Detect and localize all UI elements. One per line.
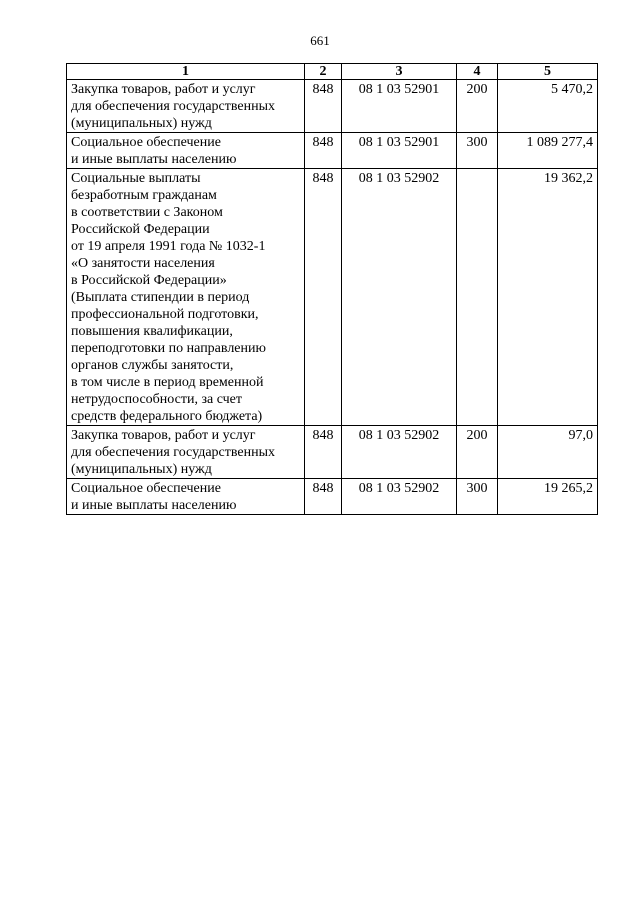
- row-ved: 848: [305, 169, 342, 426]
- row-vr: 300: [457, 479, 498, 515]
- row-ved: 848: [305, 133, 342, 169]
- budget-table: [66, 63, 598, 515]
- row-name: Закупка товаров, работ и услуг для обеспечения государственных (муниципальных) нужд: [67, 426, 305, 479]
- row-ved: 848: [305, 426, 342, 479]
- header-col-name: 1: [67, 64, 305, 80]
- row-vr: 300: [457, 133, 498, 169]
- row-name: Закупка товаров, работ и услуг для обеспечения государственных (муниципальных) нужд: [67, 80, 305, 133]
- table-row: [67, 426, 598, 479]
- row-csr: 08 1 03 52901: [342, 80, 457, 133]
- row-csr: 08 1 03 52902: [342, 169, 457, 426]
- row-name: Социальное обеспечение и иные выплаты населению: [67, 133, 305, 169]
- row-sum: 19 265,2: [498, 479, 598, 515]
- row-sum: 19 362,2: [498, 169, 598, 426]
- header-col-sum: 5: [498, 64, 598, 80]
- row-csr: 08 1 03 52901: [342, 133, 457, 169]
- table-row: [67, 169, 598, 426]
- table-row: [67, 479, 598, 515]
- row-ved: 848: [305, 80, 342, 133]
- row-vr: [457, 169, 498, 426]
- row-sum: 1 089 277,4: [498, 133, 598, 169]
- page-number: 661: [310, 33, 330, 48]
- header-col-ved: 2: [305, 64, 342, 80]
- table-header-row: [67, 64, 598, 80]
- header-col-vr: 4: [457, 64, 498, 80]
- row-vr: 200: [457, 426, 498, 479]
- table-row: [67, 80, 598, 133]
- header-col-csr: 3: [342, 64, 457, 80]
- row-csr: 08 1 03 52902: [342, 479, 457, 515]
- row-sum: 5 470,2: [498, 80, 598, 133]
- row-vr: 200: [457, 80, 498, 133]
- row-name: Социальные выплаты безработным гражданам в соответствии с Законом Российской Федерации от 19 апреля 1991 года № 1032-1 «О занятости населения в Российской Федерации» (Выплата стипендии в период профессиональной подготовки, повышения квалификации, переподготовки по направлению органов службы занятости, в том числе в период временной нетрудоспособности, за счет средств федерального бюджета): [67, 169, 305, 426]
- table-row: [67, 133, 598, 169]
- row-sum: 97,0: [498, 426, 598, 479]
- row-name: Социальное обеспечение и иные выплаты населению: [67, 479, 305, 515]
- row-ved: 848: [305, 479, 342, 515]
- row-csr: 08 1 03 52902: [342, 426, 457, 479]
